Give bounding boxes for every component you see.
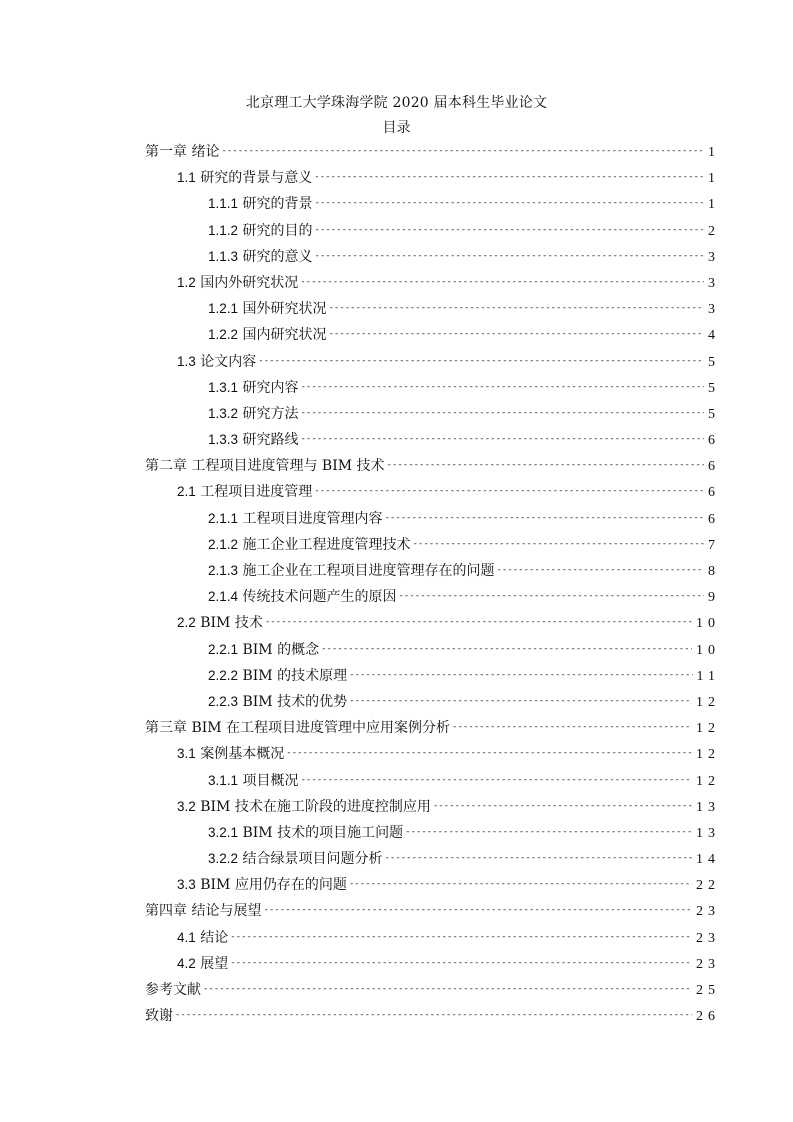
dot-leader [314,478,704,504]
toc-entry[interactable] [145,820,720,846]
toc-entry-title: 结合绿景项目问题分析 [242,851,383,868]
toc-entry[interactable] [145,349,720,375]
toc-entry-number: 2.1.1 [208,510,239,526]
toc-entry[interactable] [145,846,720,872]
toc-entry-label [177,270,298,296]
toc-entry-number: 1.3 [177,353,196,369]
toc-entry[interactable] [145,925,720,951]
toc-entry-title: 国内外研究状况 [200,274,299,291]
dot-leader [496,557,704,583]
toc-entry[interactable] [145,191,720,217]
toc-entry-title: 案例基本概况 [200,746,285,763]
dot-leader [300,400,704,426]
toc-entry-title: BIM 应用仍存在的问题 [200,877,347,894]
toc-entry-page-number: 1 [708,171,720,187]
toc-entry-page-number: 6 [708,459,720,475]
toc-entry[interactable] [145,453,720,479]
dot-leader [265,609,692,635]
toc-entry-page-number: 14 [696,852,720,868]
dot-leader [405,819,692,845]
dot-leader [300,269,704,295]
toc-entry-number: 2.1.2 [208,536,239,552]
toc-entry-label [208,532,410,558]
toc-entry-number: 4.1 [177,929,196,945]
toc-entry-page-number: 3 [708,275,720,291]
toc-entry-title: 第一章 绪论 [145,144,220,160]
toc-entry[interactable] [145,898,720,924]
toc-entry[interactable] [145,296,720,322]
toc-entry-number: 1.1.2 [208,222,239,238]
toc-entry-page-number: 3 [708,249,720,265]
toc-entry-page-number: 13 [696,825,720,841]
toc-entry-title: 研究方法 [242,405,299,422]
toc-entry-label [208,244,312,270]
toc-entry-label [177,741,284,767]
toc-entry-page-number: 12 [696,694,720,710]
toc-entry-title: 第三章 BIM 在工程项目进度管理中应用案例分析 [145,720,451,737]
toc-entry-label [177,479,312,505]
toc-entry[interactable] [145,532,720,558]
toc-entry-title: 论文内容 [200,353,257,370]
dot-leader [221,138,704,164]
toc-entry-number: 2.1.4 [208,589,239,605]
toc-entry-label [208,296,326,322]
toc-entry-label [177,794,431,820]
toc-entry[interactable] [145,218,720,244]
toc-entry-page-number: 4 [708,328,720,344]
toc-entry-title: BIM 的技术原理 [242,667,348,684]
toc-entry[interactable] [145,244,720,270]
toc-entry-label [208,558,494,584]
toc-entry-title: 研究内容 [242,379,299,396]
toc-entry-title: 国外研究状况 [242,301,327,318]
toc-entry[interactable] [145,872,720,898]
toc-entry-page-number: 26 [696,1009,720,1025]
toc-entry-title: 传统技术问题产生的原因 [242,589,397,606]
toc-entry-label [208,191,312,217]
toc-entry[interactable] [145,584,720,610]
toc-entry[interactable] [145,401,720,427]
toc-entry-number: 1.3.3 [208,432,239,448]
toc-entry[interactable] [145,637,720,663]
table-of-contents [145,139,720,1029]
toc-entry[interactable] [145,558,720,584]
toc-entry-page-number: 23 [696,904,720,920]
toc-entry-number: 1.1.3 [208,248,239,264]
toc-entry-title: 国内研究状况 [242,327,327,344]
toc-entry-label [208,637,319,663]
dot-leader [175,1002,692,1028]
toc-entry-title: 工程项目进度管理 [200,484,313,501]
toc-entry-label [145,715,450,741]
toc-title: 目录 [382,120,411,136]
toc-entry-title: 结论 [200,929,229,946]
toc-entry-label [145,898,261,924]
toc-entry-number: 3.2 [177,798,196,814]
toc-entry-page-number: 22 [696,878,720,894]
toc-entry-page-number: 10 [696,616,720,632]
dot-leader [321,636,692,662]
toc-entry[interactable] [145,270,720,296]
toc-entry-label [208,506,382,532]
toc-entry-title: 项目概况 [242,772,299,789]
dot-leader [258,348,704,374]
dot-leader [328,321,704,347]
toc-entry[interactable] [145,977,720,1003]
toc-entry[interactable] [145,165,720,191]
dot-leader [452,714,692,740]
toc-entry-page-number: 13 [696,799,720,815]
toc-entry-number: 1.1.1 [208,196,239,212]
toc-entry-label [177,951,228,977]
toc-entry-title: 研究路线 [242,432,299,449]
toc-entry-label [208,689,347,715]
toc-entry-page-number: 3 [708,302,720,318]
toc-entry-label [177,872,347,898]
dot-leader [328,295,704,321]
toc-entry-page-number: 23 [696,956,720,972]
toc-entry-page-number: 12 [696,773,720,789]
toc-entry-label [208,375,298,401]
dot-leader [384,505,704,531]
toc-entry-title: 工程项目进度管理内容 [242,510,383,527]
toc-entry-label [177,925,228,951]
toc-entry-number: 3.1.1 [208,772,239,788]
toc-entry-title: BIM 技术在施工阶段的进度控制应用 [200,798,431,815]
toc-entry-label [177,349,256,375]
toc-entry-title: 施工企业在工程项目进度管理存在的问题 [242,563,495,579]
toc-entry-label [208,218,312,244]
toc-entry-title: BIM 技术 [200,615,263,632]
dot-leader [300,767,692,793]
dot-leader [314,190,704,216]
toc-entry-number: 3.2.2 [208,851,239,867]
toc-entry-page-number: 5 [708,406,720,422]
toc-entry-page-number: 6 [708,433,720,449]
toc-entry-page-number: 12 [696,747,720,763]
toc-entry-page-number: 11 [696,668,720,684]
toc-entry-page-number: 2 [708,223,720,239]
toc-entry-number: 4.2 [177,955,196,971]
toc-entry-number: 1.3.2 [208,405,239,421]
toc-entry-label [145,453,385,479]
toc-entry-number: 1.3.1 [208,379,239,395]
toc-entry-label [145,1003,173,1029]
toc-entry[interactable] [145,741,720,767]
toc-entry-page-number: 5 [708,354,720,370]
toc-entry-title: BIM 的概念 [242,641,320,658]
dot-leader [349,688,692,714]
toc-entry-number: 2.1 [177,484,196,500]
toc-entry-page-number: 6 [708,511,720,527]
toc-entry[interactable] [145,794,720,820]
toc-entry-page-number: 23 [696,930,720,946]
toc-entry[interactable] [145,663,720,689]
toc-entry-page-number: 7 [708,537,720,553]
toc-entry-number: 1.1 [177,170,196,186]
toc-entry[interactable] [145,951,720,977]
dot-leader [349,662,692,688]
toc-entry-title: 第四章 结论与展望 [145,903,262,920]
toc-entry-page-number: 25 [696,983,720,998]
toc-entry-number: 2.2 [177,615,196,631]
toc-entry-title: 第二章 工程项目进度管理与 BIM 技术 [145,458,385,475]
toc-entry-label [208,820,403,846]
toc-entry-label [208,768,298,794]
dot-leader [300,426,704,452]
toc-entry-number: 3.1 [177,746,196,762]
toc-entry-number: 1.2.2 [208,327,239,343]
toc-entry-number: 2.2.3 [208,693,239,709]
toc-entry-label [145,977,201,1003]
toc-entry-label [177,165,312,191]
toc-entry-title: 研究的目的 [242,222,313,239]
dot-leader [203,976,692,1002]
toc-entry-title: 研究的背景 [242,196,313,213]
toc-entry-number: 2.2.1 [208,641,239,657]
toc-entry[interactable] [145,139,720,165]
toc-entry-number: 2.1.3 [208,563,239,578]
toc-entry-number: 1.2.1 [208,301,239,317]
toc-entry-label [177,610,263,636]
toc-entry-number: 3.3 [177,877,196,893]
toc-entry[interactable] [145,506,720,532]
dot-leader [230,924,692,950]
toc-entry[interactable] [145,1003,720,1029]
page-header: 北京理工大学珠海学院 2020 届本科生毕业论文 [245,95,548,111]
toc-entry-title: 研究的背景与意义 [200,170,313,187]
toc-entry-label [208,322,326,348]
toc-entry-page-number: 8 [708,564,720,579]
toc-entry-number: 2.2.2 [208,667,239,683]
toc-entry[interactable] [145,689,720,715]
dot-leader [263,897,692,923]
toc-entry-page-number: 1 [708,145,720,160]
toc-entry[interactable] [145,610,720,636]
toc-entry[interactable] [145,322,720,348]
toc-entry-page-number: 9 [708,590,720,606]
dot-leader [300,374,704,400]
toc-entry[interactable] [145,479,720,505]
toc-entry[interactable] [145,715,720,741]
toc-entry-title: BIM 技术的项目施工问题 [242,824,404,841]
dot-leader [384,845,692,871]
dot-leader [412,531,704,557]
toc-entry-label [208,584,396,610]
toc-entry-label [208,427,298,453]
dot-leader [349,871,692,897]
dot-leader [398,583,704,609]
toc-entry[interactable] [145,375,720,401]
toc-entry-page-number: 5 [708,380,720,396]
toc-entry-number: 1.2 [177,274,196,290]
toc-entry-page-number: 1 [708,197,720,213]
toc-entry-page-number: 6 [708,485,720,501]
toc-entry-label [145,139,219,165]
toc-entry[interactable] [145,768,720,794]
dot-leader [230,950,692,976]
toc-entry-label [208,846,382,872]
toc-entry-title: 参考文献 [145,982,201,998]
dot-leader [314,164,704,190]
dot-leader [286,740,692,766]
toc-entry-title: BIM 技术的优势 [242,693,348,710]
toc-entry-number: 3.2.1 [208,824,239,840]
toc-entry-title: 展望 [200,955,229,972]
dot-leader [433,793,692,819]
toc-entry-label [208,663,347,689]
toc-entry-title: 研究的意义 [242,248,313,265]
toc-entry-page-number: 10 [696,642,720,658]
toc-entry-title: 施工企业工程进度管理技术 [242,536,411,553]
toc-entry-page-number: 12 [696,721,720,737]
toc-entry-label [208,401,298,427]
toc-entry-title: 致谢 [145,1008,173,1025]
dot-leader [314,243,704,269]
toc-entry[interactable] [145,427,720,453]
dot-leader [314,217,704,243]
dot-leader [387,452,704,478]
